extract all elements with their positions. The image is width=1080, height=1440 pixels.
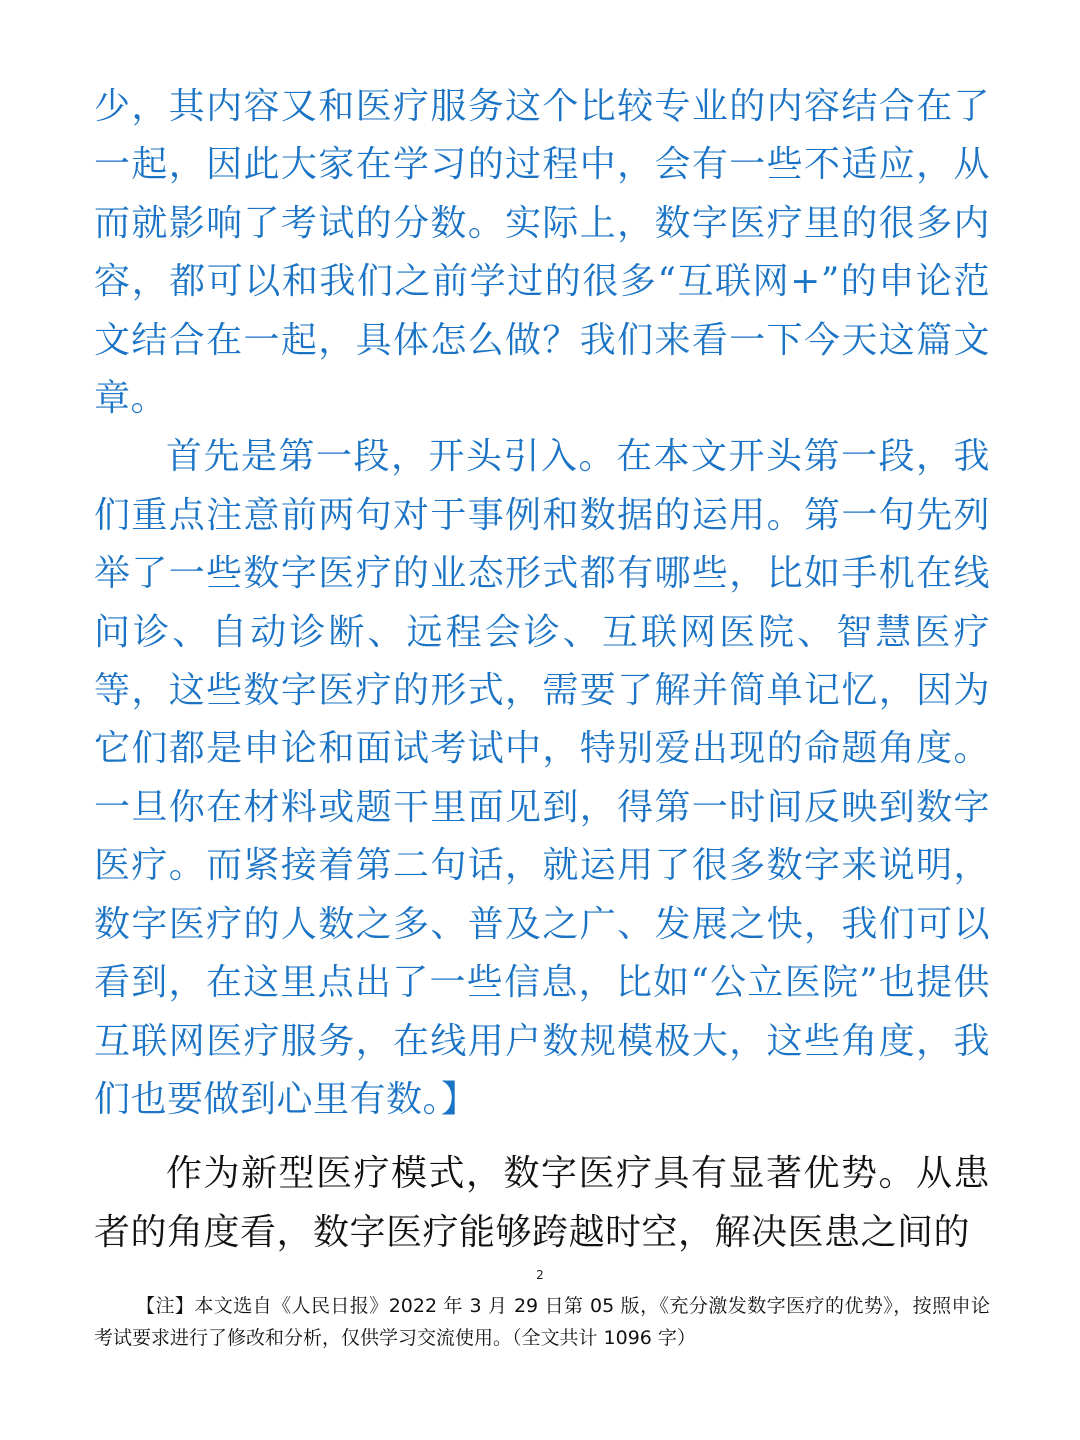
footnote: 【注】本文选自《人民日报》2022 年 3 月 29 日第 05 版，《充分激发数字医疗的优势》，按照申论考试要求进行了修改和分析，仅供学习交流使用。（全文共计 1096 字）	[94, 1295, 990, 1349]
page-number: 2	[536, 1268, 544, 1282]
analysis-paragraph-first-section: 首先是第一段，开头引入。在本文开头第一段，我们重点注意前两句对于事例和数据的运用。第一句先列举了一些数字医疗的业态形式都有哪些，比如手机在线问诊、自动诊断、远程会诊、互联网医院、智慧医疗等，这些数字医疗的形式，需要了解并简单记忆，因为它们都是申论和面试考试中，特别爱出现的命题角度。一旦你在材料或题干里面见到，得第一时间反映到数字医疗。而紧接着第二句话，就运用了很多数字来说明，数字医疗的人数之多、普及之广、发展之快，我们可以看到，在这里点出了一些信息，比如“公立医院”也提供互联网医疗服务，在线用户数规模极大，这些角度，我们也要做到心里有数。】	[94, 436, 990, 1120]
article-paragraph: 作为新型医疗模式，数字医疗具有显著优势。从患者的角度看，数字医疗能够跨越时空，解决医患之间的	[94, 1153, 990, 1253]
analysis-paragraph-continued: 少，其内容又和医疗服务这个比较专业的内容结合在了一起，因此大家在学习的过程中，会有一些不适应，从而就影响了考试的分数。实际上，数字医疗里的很多内容，都可以和我们之前学过的很多“互联网+”的申论范文结合在一起，具体怎么做？我们来看一下今天这篇文章。	[94, 86, 990, 420]
page-body	[94, 76, 990, 1262]
